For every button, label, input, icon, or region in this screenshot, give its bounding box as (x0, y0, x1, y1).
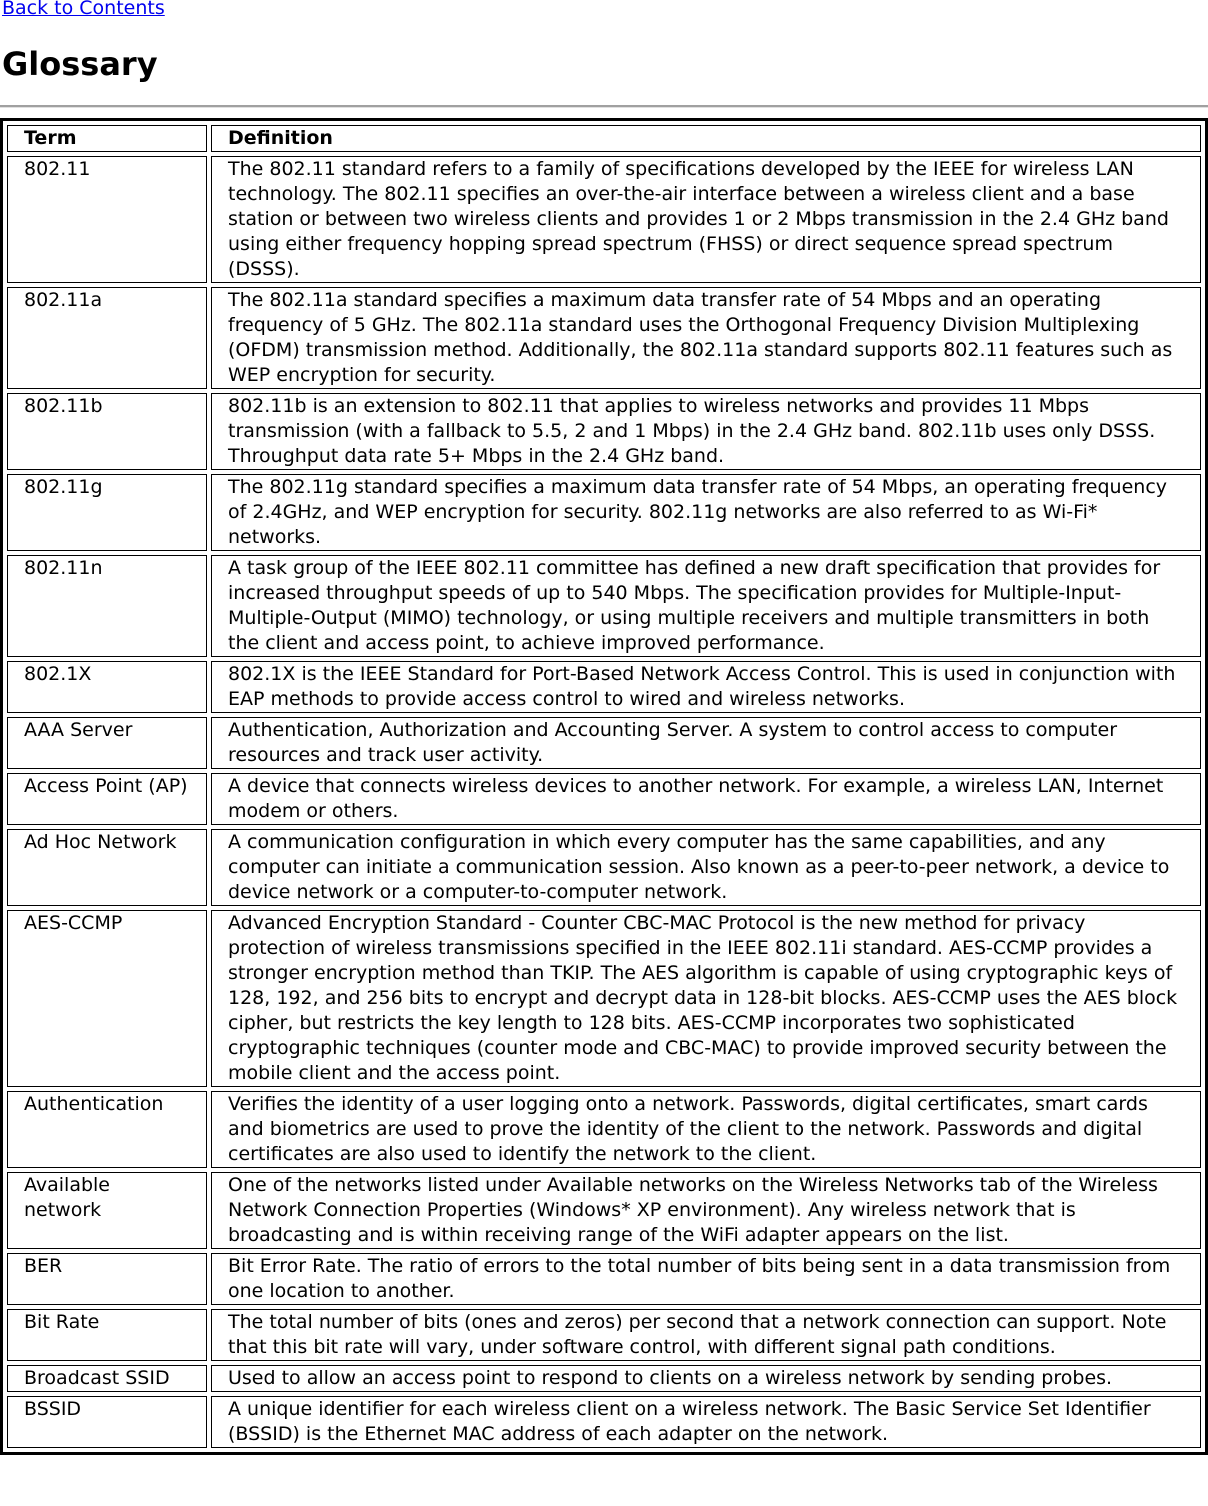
term-cell: Ad Hoc Network (7, 829, 207, 906)
table-row (7, 1253, 1201, 1305)
table-row (7, 287, 1201, 389)
definition-cell: One of the networks listed under Available networks on the Wireless Networks tab of the Wireless Network Connection Properties (Windows* XP environment). Any wireless network that is broadcasting and is within receiving range of the WiFi adapter appears on the list. (211, 1172, 1201, 1249)
term-column-header: Term (7, 125, 207, 152)
term-cell: 802.11g (7, 474, 207, 551)
term-cell: Bit Rate (7, 1309, 207, 1361)
table-row (7, 829, 1201, 906)
page-title: Glossary (2, 45, 158, 83)
definition-cell: Authentication, Authorization and Accounting Server. A system to control access to computer resources and track user activity. (211, 717, 1201, 769)
definition-cell: The 802.11 standard refers to a family of specifications developed by the IEEE for wireless LAN technology. The 802.11 specifies an over-the-air interface between a wireless client and a base station or between two wireless clients and provides 1 or 2 Mbps transmission in the 2.4 GHz band using either frequency hopping spread spectrum (FHSS) or direct sequence spread spectrum (DSSS). (211, 156, 1201, 283)
term-cell: AES-CCMP (7, 910, 207, 1087)
term-cell: BER (7, 1253, 207, 1305)
table-header-row (7, 125, 1201, 152)
term-cell: 802.11b (7, 393, 207, 470)
definition-column-header: Definition (211, 125, 1201, 152)
term-cell: 802.11n (7, 555, 207, 657)
term-cell: Broadcast SSID (7, 1365, 207, 1392)
table-row (7, 661, 1201, 713)
definition-cell: Verifies the identity of a user logging onto a network. Passwords, digital certificates, smart cards and biometrics are used to prove the identity of the client to the network. Passwords and digital certificates are also used to identify the network to the client. (211, 1091, 1201, 1168)
table-row (7, 910, 1201, 1087)
definition-cell: A communication configuration in which every computer has the same capabilities, and any computer can initiate a communication session. Also known as a peer-to-peer network, a device to device network or a computer-to-computer network. (211, 829, 1201, 906)
term-cell: 802.1X (7, 661, 207, 713)
term-cell: AAA Server (7, 717, 207, 769)
term-cell: Authentication (7, 1091, 207, 1168)
table-row (7, 1396, 1201, 1448)
term-cell: 802.11 (7, 156, 207, 283)
term-cell: Access Point (AP) (7, 773, 207, 825)
term-cell: BSSID (7, 1396, 207, 1448)
glossary-table (0, 118, 1208, 1455)
definition-cell: The 802.11a standard specifies a maximum data transfer rate of 54 Mbps and an operating frequency of 5 GHz. The 802.11a standard uses the Orthogonal Frequency Division Multiplexing (OFDM) transmission method. Additionally, the 802.11a standard supports 802.11 features such as WEP encryption for security. (211, 287, 1201, 389)
definition-cell: A unique identifier for each wireless client on a wireless network. The Basic Service Set Identifier (BSSID) is the Ethernet MAC address of each adapter on the network. (211, 1396, 1201, 1448)
table-row (7, 1172, 1201, 1249)
table-row (7, 156, 1201, 283)
glossary-rows (7, 156, 1201, 1448)
definition-cell: Advanced Encryption Standard - Counter CBC-MAC Protocol is the new method for privacy protection of wireless transmissions specified in the IEEE 802.11i standard. AES-CCMP provides a stronger encryption method than TKIP. The AES algorithm is capable of using cryptographic keys of 128, 192, and 256 bits to encrypt and decrypt data in 128-bit blocks. AES-CCMP uses the AES block cipher, but restricts the key length to 128 bits. AES-CCMP incorporates two sophisticated cryptographic techniques (counter mode and CBC-MAC) to provide improved security between the mobile client and the access point. (211, 910, 1201, 1087)
definition-cell: A device that connects wireless devices to another network. For example, a wireless LAN, Internet modem or others. (211, 773, 1201, 825)
table-row (7, 474, 1201, 551)
table-row (7, 1091, 1201, 1168)
table-row (7, 1365, 1201, 1392)
definition-cell: Used to allow an access point to respond to clients on a wireless network by sending probes. (211, 1365, 1201, 1392)
term-cell: 802.11a (7, 287, 207, 389)
back-to-contents-link[interactable]: Back to Contents (2, 0, 165, 19)
term-cell: Available network (7, 1172, 207, 1249)
definition-cell: 802.11b is an extension to 802.11 that applies to wireless networks and provides 11 Mbps transmission (with a fallback to 5.5, 2 and 1 Mbps) in the 2.4 GHz band. 802.11b uses only DSSS. Throughput data rate 5+ Mbps in the 2.4 GHz band. (211, 393, 1201, 470)
table-row (7, 555, 1201, 657)
glossary-table-wrapper (0, 118, 1208, 1455)
horizontal-rule (0, 105, 1208, 108)
table-row (7, 393, 1201, 470)
definition-cell: A task group of the IEEE 802.11 committee has defined a new draft specification that provides for increased throughput speeds of up to 540 Mbps. The specification provides for Multiple-Input-Multiple-Output (MIMO) technology, or using multiple receivers and multiple transmitters in both the client and access point, to achieve improved performance. (211, 555, 1201, 657)
definition-cell: Bit Error Rate. The ratio of errors to the total number of bits being sent in a data transmission from one location to another. (211, 1253, 1201, 1305)
table-row (7, 773, 1201, 825)
definition-cell: The 802.11g standard specifies a maximum data transfer rate of 54 Mbps, an operating frequency of 2.4GHz, and WEP encryption for security. 802.11g networks are also referred to as Wi-Fi* networks. (211, 474, 1201, 551)
table-row (7, 1309, 1201, 1361)
table-row (7, 717, 1201, 769)
definition-cell: 802.1X is the IEEE Standard for Port-Based Network Access Control. This is used in conjunction with EAP methods to provide access control to wired and wireless networks. (211, 661, 1201, 713)
definition-cell: The total number of bits (ones and zeros) per second that a network connection can support. Note that this bit rate will vary, under software control, with different signal path conditions. (211, 1309, 1201, 1361)
